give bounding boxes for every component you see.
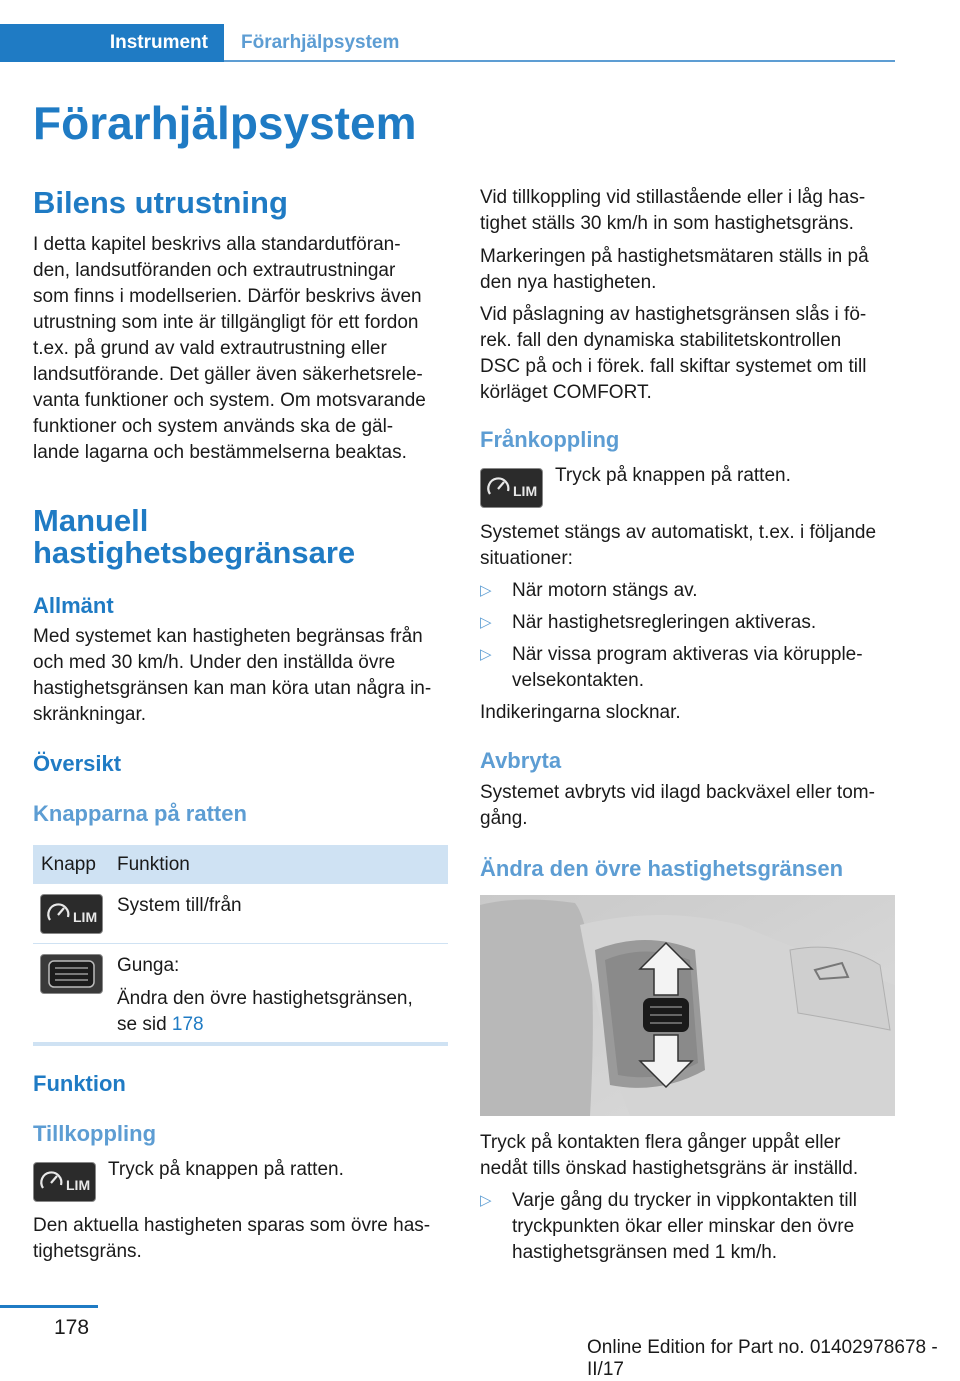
text-line: som finns i modellserien. Därför beskrivs även bbox=[33, 286, 422, 307]
svg-text:LIM: LIM bbox=[73, 909, 98, 925]
heading-equipment: Bilens utrustning bbox=[33, 185, 288, 220]
triangle-bullet-icon: ▷ bbox=[480, 646, 492, 663]
rocker-switch-icon bbox=[40, 954, 103, 994]
heading-limiter-1: Manuell bbox=[33, 503, 149, 538]
heading-change-limit: Ändra den övre hastighetsgränsen bbox=[480, 856, 844, 881]
steering-wheel-illustration bbox=[480, 895, 895, 1116]
page-link-178[interactable]: 178 bbox=[171, 1014, 204, 1035]
disengage-instruction: Tryck på knappen på ratten. bbox=[555, 465, 791, 486]
text-line: Den aktuella hastigheten sparas som övre has‐ bbox=[33, 1215, 431, 1236]
text-line: gång. bbox=[480, 808, 528, 829]
table-col-button: Knapp bbox=[41, 854, 96, 875]
engage-instruction: Tryck på knappen på ratten. bbox=[108, 1159, 344, 1180]
triangle-bullet-icon: ▷ bbox=[480, 582, 492, 599]
triangle-bullet-icon: ▷ bbox=[480, 1192, 492, 1209]
text-line: Markeringen på hastighetsmätaren ställs in på bbox=[480, 246, 869, 267]
text-line: situationer: bbox=[480, 548, 573, 569]
table-divider bbox=[33, 943, 448, 944]
table-cell-function: Gunga: bbox=[117, 955, 180, 976]
table-cell-function: System till/från bbox=[117, 895, 242, 916]
text-line: rek. fall den dynamiska stabilitetskontrollen bbox=[480, 330, 842, 351]
heading-buttons: Knapparna på ratten bbox=[33, 801, 247, 826]
text-line: den nya hastigheten. bbox=[480, 272, 657, 293]
table-header bbox=[33, 845, 448, 884]
text-line: utrustning som inte är tillgängligt för ett fordon bbox=[33, 312, 419, 333]
text-line: körläget COMFORT. bbox=[480, 382, 652, 403]
header-rule bbox=[224, 60, 895, 62]
text-line: Tryck på kontakten flera gånger uppåt eller bbox=[480, 1132, 841, 1153]
footer-rule bbox=[0, 1305, 98, 1308]
text-line: I detta kapitel beskrivs alla standardutföran‐ bbox=[33, 234, 401, 255]
text-line: Systemet avbryts vid ilagd backväxel eller tom‐ bbox=[480, 782, 875, 803]
text-line: skränkningar. bbox=[33, 704, 147, 725]
heading-disengage: Frånkoppling bbox=[480, 427, 620, 452]
edition-note: Online Edition for Part no. 01402978678 - II/17 bbox=[587, 1337, 938, 1380]
text-line: DSC på och i förek. fall skiftar systemet om till bbox=[480, 356, 867, 377]
page-title: Förarhjälpsystem bbox=[33, 97, 417, 149]
text-line: tighetsgräns. bbox=[33, 1241, 142, 1262]
text-line: hastighetsgränsen kan man köra utan några in‐ bbox=[33, 678, 432, 699]
text-line: landsutförande. Det gäller även säkerhetsrele‐ bbox=[33, 364, 423, 385]
text-line: Vid påslagning av hastighetsgränsen slås i fö‐ bbox=[480, 304, 867, 325]
text-line: och med 30 km/h. Under den inställda övre bbox=[33, 652, 396, 673]
header-tab-instrument-label: Instrument bbox=[109, 32, 208, 53]
triangle-bullet-icon: ▷ bbox=[480, 614, 492, 631]
heading-general: Allmänt bbox=[33, 593, 114, 618]
text-line: vanta funktioner och system. Om motsvarande bbox=[33, 390, 426, 411]
header-tab-instrument[interactable] bbox=[0, 24, 224, 62]
lim-button-icon bbox=[480, 468, 543, 508]
text-line: Med systemet kan hastigheten begränsas från bbox=[33, 626, 423, 647]
text-line: Vid tillkoppling vid stillastående eller i låg has‐ bbox=[480, 187, 866, 208]
heading-engage: Tillkoppling bbox=[33, 1121, 157, 1146]
text-line: tighet ställs 30 km/h in som hastighetsgräns. bbox=[480, 213, 854, 234]
page-number: 178 bbox=[54, 1316, 90, 1339]
heading-function: Funktion bbox=[33, 1071, 126, 1096]
table-bottom-rule bbox=[33, 1042, 448, 1046]
heading-limiter-2: hastighetsbegränsare bbox=[33, 535, 356, 570]
lim-button-icon bbox=[40, 894, 103, 934]
table-cell-function: Ändra den övre hastighetsgränsen, bbox=[117, 988, 413, 1009]
indicators-off-text: Indikeringarna slocknar. bbox=[480, 702, 681, 723]
text-line: t.ex. på grund av vald extrautrustning eller bbox=[33, 338, 387, 359]
text-line: lande lagarna och bestämmelserna beaktas. bbox=[33, 442, 407, 463]
text-line: funktioner och system används ska de gäl‐ bbox=[33, 416, 394, 437]
lim-button-icon bbox=[33, 1162, 96, 1202]
header-tab-section[interactable]: Förarhjälpsystem bbox=[241, 32, 400, 53]
svg-text:LIM: LIM bbox=[513, 483, 538, 499]
table-col-function: Funktion bbox=[117, 854, 190, 875]
table-cell-function: se sid 178 bbox=[117, 1014, 204, 1035]
heading-overview: Översikt bbox=[33, 751, 122, 776]
text-line: den, landsutföranden och extrautrustningar bbox=[33, 260, 396, 281]
svg-text:LIM: LIM bbox=[66, 1177, 91, 1193]
text-line: nedåt tills önskad hastighetsgräns är inställd. bbox=[480, 1158, 859, 1179]
text-line: Systemet stängs av automatiskt, t.ex. i följande bbox=[480, 522, 877, 543]
heading-abort: Avbryta bbox=[480, 748, 562, 773]
